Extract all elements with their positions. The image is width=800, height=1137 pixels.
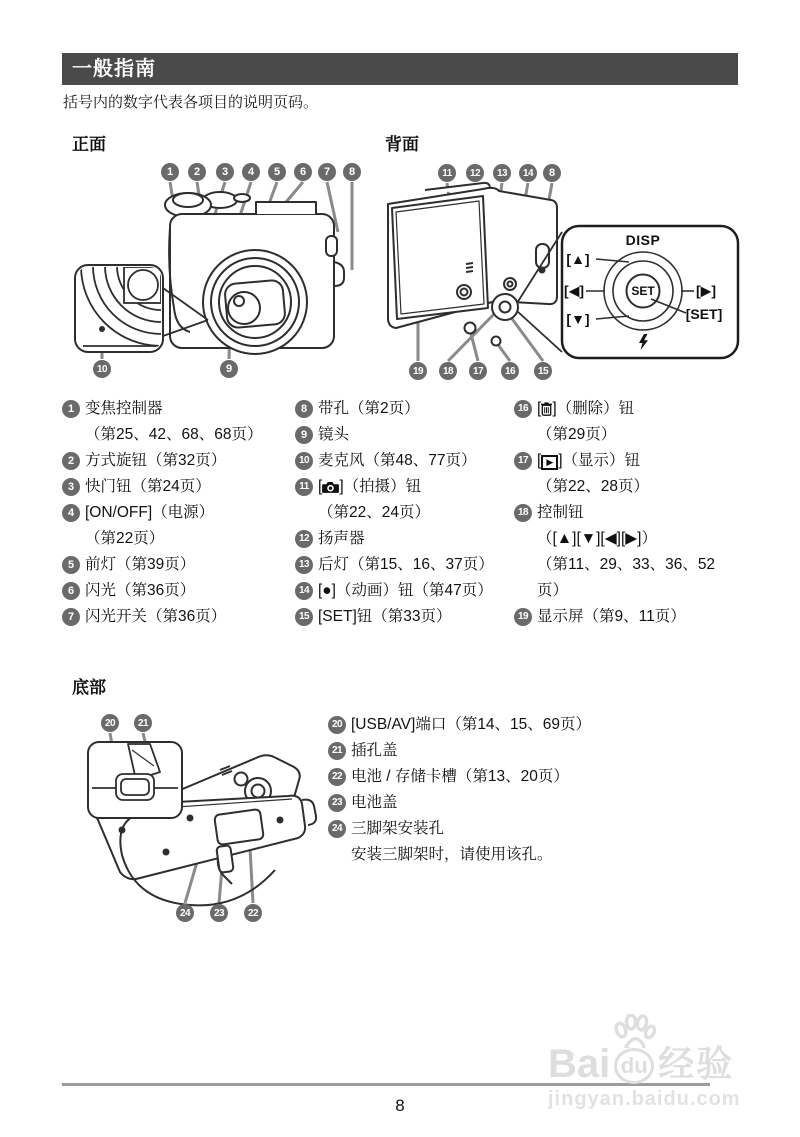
item-number-badge: 1 xyxy=(62,400,80,418)
camera-front-diagram xyxy=(60,158,385,393)
item-number-badge: 21 xyxy=(328,742,346,760)
diagram-balloon-12: 12 xyxy=(466,164,484,182)
legend-text-line: 带孔（第2页） xyxy=(318,400,420,417)
legend-item-7 xyxy=(62,604,295,630)
legend-item-22 xyxy=(328,764,748,790)
camera-back-diagram xyxy=(380,158,745,393)
diagram-balloon-23: 23 xyxy=(210,904,228,922)
legend-text-line: 页） xyxy=(537,582,569,599)
item-number-badge: 10 xyxy=(295,452,313,470)
legend-column-2 xyxy=(295,396,514,630)
legend-text-line: 快门钮（第24页） xyxy=(85,478,211,495)
legend-item-8 xyxy=(295,396,514,422)
item-number-badge: 17 xyxy=(514,452,532,470)
page-number: 8 xyxy=(395,1096,405,1115)
legend-text-line: 三脚架安装孔 xyxy=(351,820,445,837)
item-number-badge: 6 xyxy=(62,582,80,600)
diagram-balloon-18: 18 xyxy=(439,362,457,380)
item-number-badge: 8 xyxy=(295,400,313,418)
diagram-balloon-10: 10 xyxy=(93,360,111,378)
diagram-balloon-4: 4 xyxy=(242,163,260,181)
control-pad-right-label: [▶] xyxy=(695,282,717,299)
legend-item-23 xyxy=(328,790,748,816)
bottom-parts-legend xyxy=(328,712,748,868)
legend-text-line: 变焦控制器 xyxy=(85,400,163,417)
bottom-section-label: 底部 xyxy=(72,678,106,697)
watermark-url: jingyan.baidu.com xyxy=(548,1088,741,1110)
diagram-balloon-15: 15 xyxy=(534,362,552,380)
item-number-badge: 22 xyxy=(328,768,346,786)
legend-column-3 xyxy=(514,396,744,630)
control-pad-set-button-label: SET xyxy=(631,284,655,298)
item-number-badge: 5 xyxy=(62,556,80,574)
camera-back-line-art xyxy=(380,158,745,393)
item-number-badge: 4 xyxy=(62,504,80,522)
legend-item-1 xyxy=(62,396,295,448)
item-number-badge: 23 xyxy=(328,794,346,812)
legend-item-6 xyxy=(62,578,295,604)
legend-text-line: 电池 / 存储卡槽（第13、20页） xyxy=(351,768,569,785)
diagram-balloon-17: 17 xyxy=(469,362,487,380)
front-section-label: 正面 xyxy=(72,135,106,154)
legend-item-13 xyxy=(295,552,514,578)
item-number-badge: 20 xyxy=(328,716,346,734)
legend-item-21 xyxy=(328,738,748,764)
watermark-jingyan-text: 经验 xyxy=(658,1043,735,1084)
legend-text-line: 扬声器 xyxy=(318,530,365,547)
diagram-balloon-2: 2 xyxy=(188,163,206,181)
legend-item-18 xyxy=(514,500,744,604)
legend-text-line: 安装三脚架时，请使用该孔。 xyxy=(351,846,553,863)
control-pad-disp-label: DISP xyxy=(625,232,661,248)
legend-text-line: [USB/AV]端口（第14、15、69页） xyxy=(351,716,592,733)
legend-text-line: （第22页） xyxy=(85,530,165,547)
legend-text-line: 插孔盖 xyxy=(351,742,398,759)
legend-text-line: （[▲][▼][◀][▶]） xyxy=(537,530,657,547)
item-number-badge: 3 xyxy=(62,478,80,496)
camera-bottom-diagram xyxy=(70,700,335,935)
diagram-balloon-3: 3 xyxy=(216,163,234,181)
control-pad-up-label: [▲] xyxy=(566,251,590,267)
diagram-balloon-1: 1 xyxy=(161,163,179,181)
diagram-balloon-7: 7 xyxy=(318,163,336,181)
legend-column-1 xyxy=(62,396,295,630)
legend-text-line: 显示屏（第9、11页） xyxy=(537,608,686,625)
legend-text-line: 闪光（第36页） xyxy=(85,582,196,599)
legend-text-line: 麦克风（第48、77页） xyxy=(318,452,477,469)
legend-text-line: [ ]（拍摄）钮 xyxy=(318,478,422,495)
legend-item-24 xyxy=(328,816,748,868)
intro-text: 括号内的数字代表各项目的说明页码。 xyxy=(63,94,319,111)
back-section-label: 背面 xyxy=(385,135,419,154)
legend-item-20 xyxy=(328,712,748,738)
legend-item-5 xyxy=(62,552,295,578)
baidu-jingyan-watermark xyxy=(548,1014,768,1111)
legend-item-2 xyxy=(62,448,295,474)
legend-text-line: [SET]钮（第33页） xyxy=(318,608,452,625)
watermark-du-text: du xyxy=(614,1048,654,1084)
legend-item-17 xyxy=(514,448,744,500)
diagram-balloon-24: 24 xyxy=(176,904,194,922)
diagram-balloon-20: 20 xyxy=(101,714,119,732)
legend-text-line: （第25、42、68、68页） xyxy=(85,426,263,443)
legend-item-4 xyxy=(62,500,295,552)
legend-item-12 xyxy=(295,526,514,552)
legend-text-line: 镜头 xyxy=(318,426,350,443)
control-pad-set-label: [SET] xyxy=(685,306,723,322)
diagram-balloon-14: 14 xyxy=(519,164,537,182)
legend-item-14 xyxy=(295,578,514,604)
camera-front-line-art xyxy=(60,158,385,393)
diagram-balloon-13: 13 xyxy=(493,164,511,182)
item-number-badge: 15 xyxy=(295,608,313,626)
parts-legend xyxy=(62,396,744,630)
legend-text-line: [ON/OFF]（电源） xyxy=(85,504,215,521)
diagram-balloon-8: 8 xyxy=(543,164,561,182)
item-number-badge: 2 xyxy=(62,452,80,470)
diagram-balloon-9: 9 xyxy=(220,360,238,378)
item-number-badge: 12 xyxy=(295,530,313,548)
control-pad-left-label: [◀] xyxy=(563,282,585,299)
legend-text-line: （第29页） xyxy=(537,426,617,443)
diagram-balloon-21: 21 xyxy=(134,714,152,732)
legend-text-line: [ ▶ ]（显示）钮 xyxy=(537,452,641,469)
legend-text-line: 前灯（第39页） xyxy=(85,556,196,573)
diagram-balloon-5: 5 xyxy=(268,163,286,181)
play-icon: ▶ xyxy=(541,455,558,470)
legend-text-line: 控制钮 xyxy=(537,504,584,521)
item-number-badge: 11 xyxy=(295,478,313,496)
item-number-badge: 16 xyxy=(514,400,532,418)
item-number-badge: 9 xyxy=(295,426,313,444)
item-number-badge: 13 xyxy=(295,556,313,574)
legend-text-line: （第11、29、33、36、52 xyxy=(537,556,716,573)
legend-item-3 xyxy=(62,474,295,500)
legend-text-line: （第22、24页） xyxy=(318,504,430,521)
diagram-balloon-11: 11 xyxy=(438,164,456,182)
legend-item-11 xyxy=(295,474,514,526)
legend-text-line: [●]（动画）钮（第47页） xyxy=(318,582,493,599)
camera-icon xyxy=(322,481,339,493)
legend-item-10 xyxy=(295,448,514,474)
trash-icon xyxy=(541,402,552,416)
legend-item-9 xyxy=(295,422,514,448)
item-number-badge: 18 xyxy=(514,504,532,522)
flash-icon xyxy=(638,334,649,350)
item-number-badge: 7 xyxy=(62,608,80,626)
legend-text-line: 电池盖 xyxy=(351,794,398,811)
legend-item-19 xyxy=(514,604,744,630)
item-number-badge: 14 xyxy=(295,582,313,600)
diagram-balloon-8: 8 xyxy=(343,163,361,181)
item-number-badge: 24 xyxy=(328,820,346,838)
paw-icon xyxy=(612,1014,656,1048)
legend-text-line: 闪光开关（第36页） xyxy=(85,608,227,625)
legend-text-line: 方式旋钮（第32页） xyxy=(85,452,227,469)
item-number-badge: 19 xyxy=(514,608,532,626)
diagram-balloon-19: 19 xyxy=(409,362,427,380)
legend-item-15 xyxy=(295,604,514,630)
legend-item-16 xyxy=(514,396,744,448)
legend-text-line: （第22、28页） xyxy=(537,478,649,495)
diagram-balloon-16: 16 xyxy=(501,362,519,380)
page-title: 一般指南 xyxy=(62,53,738,85)
camera-bottom-line-art xyxy=(70,700,335,935)
diagram-balloon-22: 22 xyxy=(244,904,262,922)
legend-text-line: 后灯（第15、16、37页） xyxy=(318,556,494,573)
control-pad-down-label: [▼] xyxy=(566,311,590,327)
legend-text-line: [ ]（删除）钮 xyxy=(537,400,635,417)
diagram-balloon-6: 6 xyxy=(294,163,312,181)
watermark-bai-text: Bai xyxy=(548,1042,611,1086)
